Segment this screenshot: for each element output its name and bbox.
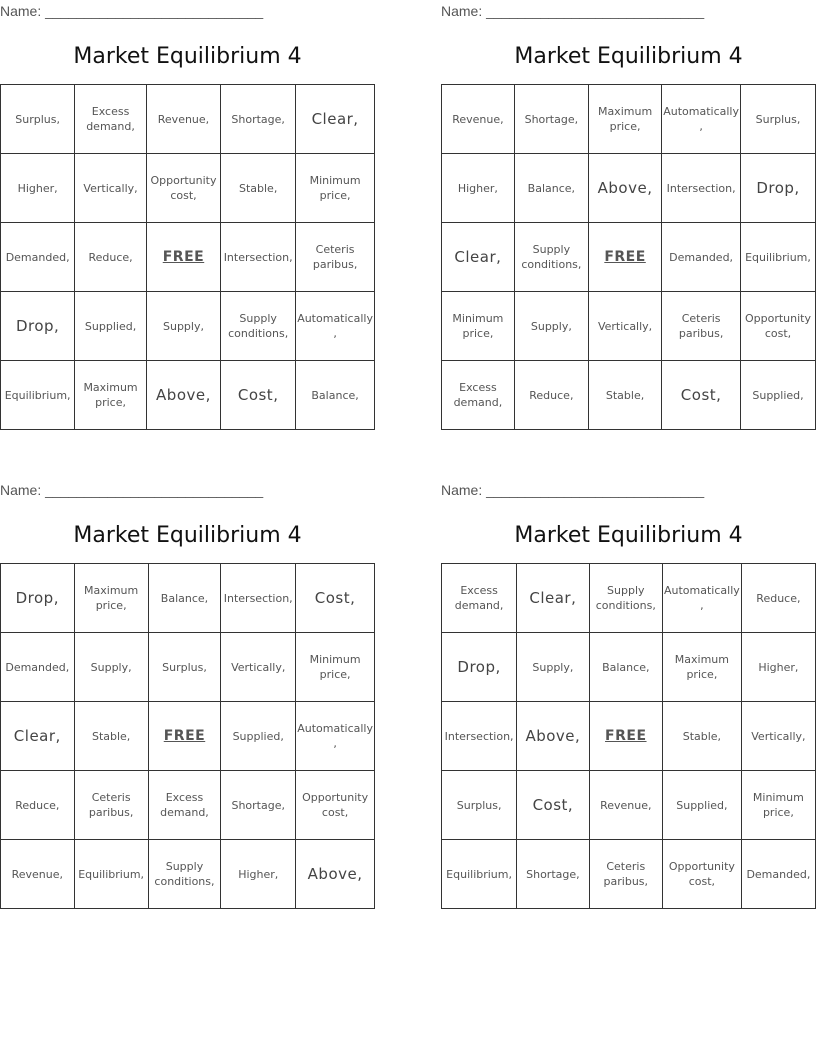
grid-cell: Excess demand,: [148, 771, 221, 840]
grid-row: [442, 702, 816, 771]
grid-cell: Cost,: [662, 361, 741, 430]
grid-cell: Intersection,: [221, 223, 296, 292]
grid-cell: Minimum price,: [442, 292, 515, 361]
grid-cell: Intersection,: [221, 564, 296, 633]
grid-cell: Minimum price,: [296, 633, 375, 702]
grid-row: [1, 771, 375, 840]
grid-row: [442, 771, 816, 840]
grid-cell: Higher,: [221, 840, 296, 909]
grid-cell: Automatically ,: [296, 292, 375, 361]
card-title: Market Equilibrium 4: [514, 523, 743, 548]
grid-row: [1, 223, 375, 292]
grid-cell: Revenue,: [589, 771, 662, 840]
grid-cell: Supply conditions,: [221, 292, 296, 361]
free-space: FREE: [589, 702, 662, 771]
grid-cell: Supply,: [514, 292, 588, 361]
grid-row: [442, 361, 816, 430]
name-field: Name: ____________________________: [441, 482, 705, 498]
card-title: Market Equilibrium 4: [73, 44, 302, 69]
grid-cell: Shortage,: [514, 85, 588, 154]
grid-cell: Demanded,: [741, 840, 815, 909]
grid-cell: Above,: [296, 840, 375, 909]
bingo-card-3: [0, 480, 375, 920]
grid-cell: Surplus,: [148, 633, 221, 702]
grid-cell: Clear,: [442, 223, 515, 292]
grid-row: [442, 840, 816, 909]
grid-cell: Equilibrium,: [442, 840, 517, 909]
grid-cell: Drop,: [1, 564, 75, 633]
grid-cell: Drop,: [442, 633, 517, 702]
grid-cell: Drop,: [741, 154, 816, 223]
grid-cell: Maximum price,: [74, 564, 148, 633]
name-field: Name: ____________________________: [441, 3, 705, 19]
grid-cell: Minimum price,: [296, 154, 375, 223]
grid-cell: Supplied,: [221, 702, 296, 771]
grid-cell: Higher,: [1, 154, 75, 223]
name-field: Name: ____________________________: [0, 482, 264, 498]
grid-cell: Supply conditions,: [514, 223, 588, 292]
grid-row: [1, 85, 375, 154]
grid-row: [1, 564, 375, 633]
grid-cell: Above,: [588, 154, 661, 223]
grid-row: [1, 361, 375, 430]
grid-cell: Opportunity cost,: [741, 292, 816, 361]
grid-row: [442, 564, 816, 633]
grid-cell: Shortage,: [221, 85, 296, 154]
bingo-grid: [441, 563, 816, 909]
grid-cell: Balance,: [296, 361, 375, 430]
card-title: Market Equilibrium 4: [73, 523, 302, 548]
grid-cell: Excess demand,: [442, 361, 515, 430]
grid-cell: Equilibrium,: [741, 223, 816, 292]
grid-cell: Clear,: [296, 85, 375, 154]
grid-cell: Supplied,: [75, 292, 147, 361]
grid-cell: Balance,: [514, 154, 588, 223]
grid-cell: Demanded,: [662, 223, 741, 292]
grid-cell: Automatically ,: [296, 702, 375, 771]
grid-cell: Supply conditions,: [589, 564, 662, 633]
grid-cell: Shortage,: [517, 840, 589, 909]
grid-cell: Revenue,: [146, 85, 220, 154]
grid-cell: Excess demand,: [75, 85, 147, 154]
grid-cell: Vertically,: [741, 702, 815, 771]
bingo-grid: [441, 84, 816, 430]
grid-cell: Supply,: [517, 633, 589, 702]
grid-cell: Clear,: [517, 564, 589, 633]
grid-cell: Supply,: [146, 292, 220, 361]
bingo-grid: [0, 563, 375, 909]
free-space: FREE: [588, 223, 661, 292]
grid-cell: Supply conditions,: [148, 840, 221, 909]
grid-cell: Surplus,: [442, 771, 517, 840]
free-space: FREE: [148, 702, 221, 771]
grid-cell: Maximum price,: [663, 633, 742, 702]
bingo-card-4: [441, 480, 816, 920]
grid-row: [442, 633, 816, 702]
grid-cell: Minimum price,: [741, 771, 815, 840]
grid-cell: Demanded,: [1, 223, 75, 292]
grid-cell: Ceteris paribus,: [74, 771, 148, 840]
grid-cell: Stable,: [588, 361, 661, 430]
grid-cell: Above,: [517, 702, 589, 771]
grid-cell: Balance,: [148, 564, 221, 633]
grid-cell: Reduce,: [514, 361, 588, 430]
grid-cell: Surplus,: [1, 85, 75, 154]
grid-cell: Stable,: [221, 154, 296, 223]
name-field: Name: ____________________________: [0, 3, 264, 19]
grid-cell: Automatically ,: [663, 564, 742, 633]
grid-cell: Reduce,: [75, 223, 147, 292]
grid-cell: Cost,: [296, 564, 375, 633]
grid-row: [1, 702, 375, 771]
free-space: FREE: [146, 223, 220, 292]
grid-cell: Maximum price,: [588, 85, 661, 154]
grid-cell: Revenue,: [442, 85, 515, 154]
grid-row: [1, 292, 375, 361]
grid-row: [442, 85, 816, 154]
grid-cell: Surplus,: [741, 85, 816, 154]
grid-cell: Drop,: [1, 292, 75, 361]
grid-cell: Supplied,: [741, 361, 816, 430]
grid-cell: Cost,: [517, 771, 589, 840]
grid-cell: Reduce,: [1, 771, 75, 840]
grid-row: [442, 292, 816, 361]
grid-row: [1, 154, 375, 223]
grid-cell: Ceteris paribus,: [296, 223, 375, 292]
grid-cell: Reduce,: [741, 564, 815, 633]
grid-row: [442, 154, 816, 223]
grid-row: [442, 223, 816, 292]
grid-cell: Vertically,: [75, 154, 147, 223]
grid-cell: Equilibrium,: [1, 361, 75, 430]
grid-cell: Equilibrium,: [74, 840, 148, 909]
card-title: Market Equilibrium 4: [514, 44, 743, 69]
grid-cell: Balance,: [589, 633, 662, 702]
grid-cell: Cost,: [221, 361, 296, 430]
grid-cell: Opportunity cost,: [296, 771, 375, 840]
grid-cell: Demanded,: [1, 633, 75, 702]
grid-cell: Maximum price,: [75, 361, 147, 430]
grid-row: [1, 633, 375, 702]
bingo-card-2: [441, 1, 816, 441]
grid-cell: Vertically,: [588, 292, 661, 361]
grid-cell: Ceteris paribus,: [589, 840, 662, 909]
grid-cell: Higher,: [741, 633, 815, 702]
grid-cell: Clear,: [1, 702, 75, 771]
grid-cell: Supply,: [74, 633, 148, 702]
grid-cell: Stable,: [663, 702, 742, 771]
grid-cell: Opportunity cost,: [146, 154, 220, 223]
grid-cell: Revenue,: [1, 840, 75, 909]
grid-cell: Excess demand,: [442, 564, 517, 633]
grid-cell: Opportunity cost,: [663, 840, 742, 909]
grid-cell: Ceteris paribus,: [662, 292, 741, 361]
grid-cell: Intersection,: [442, 702, 517, 771]
bingo-card-1: [0, 1, 375, 441]
grid-cell: Higher,: [442, 154, 515, 223]
grid-row: [1, 840, 375, 909]
grid-cell: Stable,: [74, 702, 148, 771]
grid-cell: Vertically,: [221, 633, 296, 702]
grid-cell: Intersection,: [662, 154, 741, 223]
grid-cell: Automatically ,: [662, 85, 741, 154]
grid-cell: Above,: [146, 361, 220, 430]
bingo-grid: [0, 84, 375, 430]
grid-cell: Shortage,: [221, 771, 296, 840]
grid-cell: Supplied,: [663, 771, 742, 840]
